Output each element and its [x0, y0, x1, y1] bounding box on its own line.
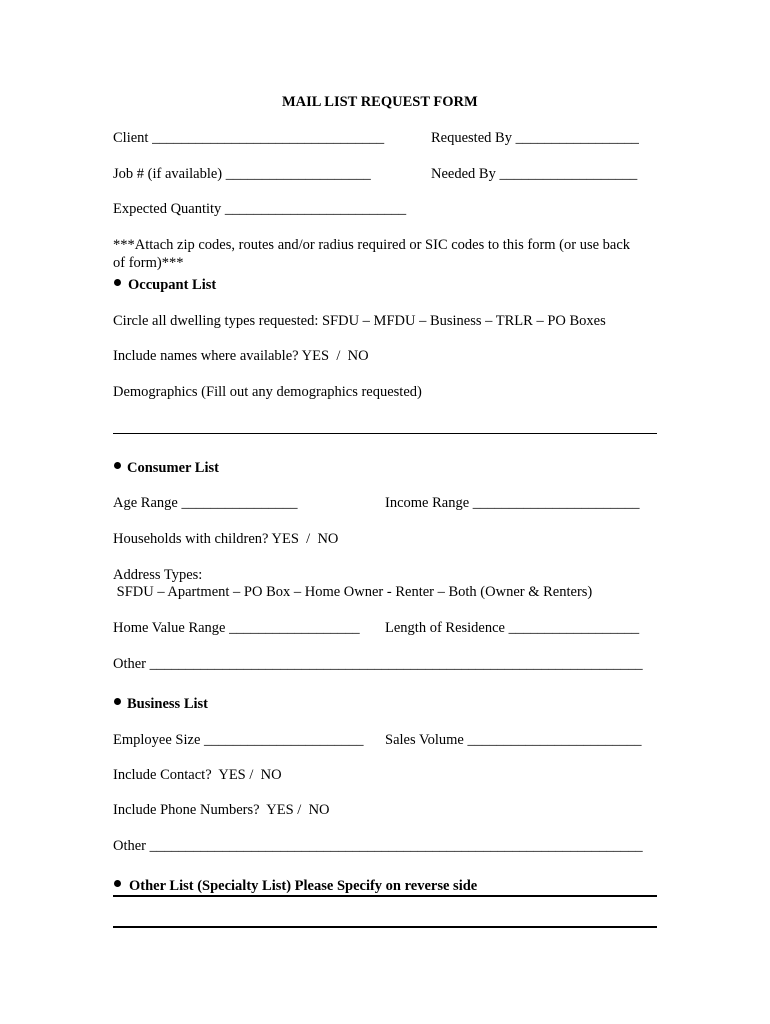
age-range-field[interactable]: Age Range ________________	[113, 495, 298, 511]
consumer-other-field[interactable]: Other ____________________________________________________________________	[113, 656, 643, 672]
bullet-icon	[114, 279, 121, 286]
business-list-heading: Business List	[127, 696, 208, 712]
length-of-residence-field[interactable]: Length of Residence __________________	[385, 620, 640, 636]
needed-by-field[interactable]: Needed By ___________________	[431, 166, 638, 182]
sales-volume-field[interactable]: Sales Volume ________________________	[385, 732, 642, 748]
include-names-line[interactable]: Include names where available? YES / NO	[113, 348, 369, 364]
address-types-label: Address Types:	[113, 567, 203, 583]
other-list-entry-line[interactable]	[113, 926, 657, 928]
bullet-icon	[114, 880, 121, 887]
income-range-field[interactable]: Income Range _______________________	[385, 495, 640, 511]
business-other-field[interactable]: Other ____________________________________________________________________	[113, 838, 643, 854]
bullet-icon	[114, 698, 121, 705]
consumer-list-heading: Consumer List	[127, 460, 219, 476]
form-title: MAIL LIST REQUEST FORM	[282, 94, 478, 110]
other-list-entry-line[interactable]	[113, 895, 657, 897]
include-phone-line[interactable]: Include Phone Numbers? YES / NO	[113, 802, 330, 818]
other-list-heading: Other List (Specialty List) Please Specify on reverse side	[129, 878, 478, 894]
expected-quantity-field[interactable]: Expected Quantity _________________________	[113, 201, 407, 217]
households-children-line[interactable]: Households with children? YES / NO	[113, 531, 339, 547]
requested-by-field[interactable]: Requested By _________________	[431, 130, 639, 146]
job-number-field[interactable]: Job # (if available) ____________________	[113, 166, 371, 182]
dwelling-types-line[interactable]: Circle all dwelling types requested: SFDU – MFDU – Business – TRLR – PO Boxes	[113, 313, 606, 329]
client-field[interactable]: Client ________________________________	[113, 130, 385, 146]
occupant-list-heading: Occupant List	[128, 277, 217, 293]
include-contact-line[interactable]: Include Contact? YES / NO	[113, 767, 282, 783]
address-types-options[interactable]: SFDU – Apartment – PO Box – Home Owner - Renter – Both (Owner & Renters)	[113, 584, 593, 600]
bullet-icon	[114, 462, 121, 469]
employee-size-field[interactable]: Employee Size ______________________	[113, 732, 364, 748]
demographics-label: Demographics (Fill out any demographics requested)	[113, 384, 422, 400]
attach-note-line-2: of form)***	[113, 255, 184, 271]
attach-note-line-1: ***Attach zip codes, routes and/or radius required or SIC codes to this form (or use back	[113, 237, 631, 253]
home-value-range-field[interactable]: Home Value Range __________________	[113, 620, 360, 636]
demographics-entry-line[interactable]	[113, 433, 657, 434]
